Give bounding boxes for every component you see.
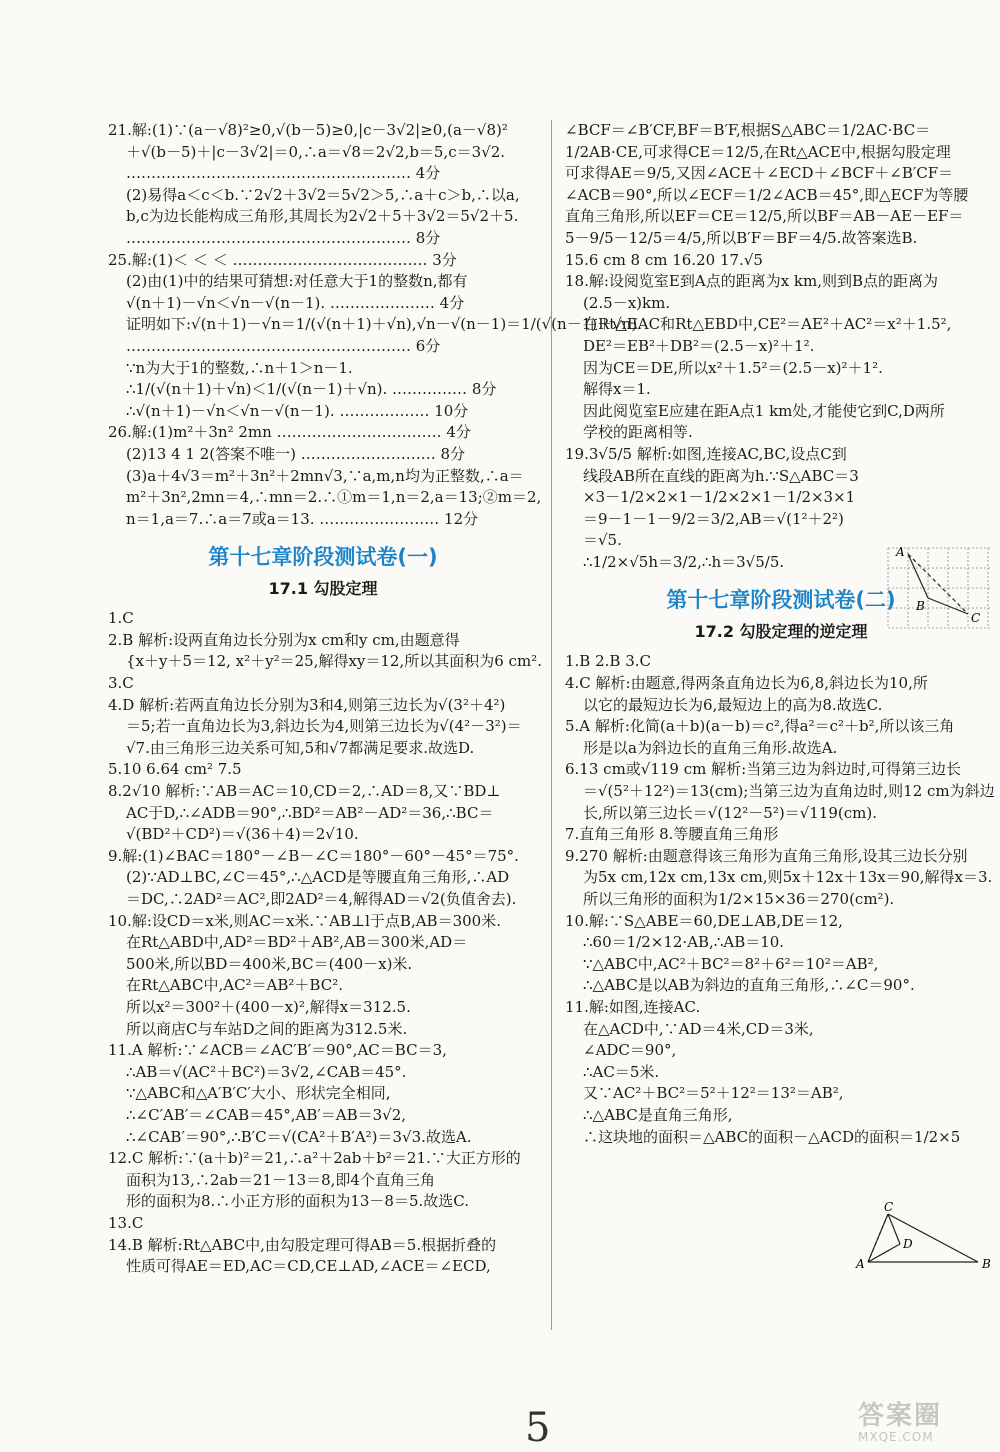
text-line: 所以三角形的面积为1/2×15×36＝270(cm²). bbox=[583, 890, 895, 908]
text-line: 直角三角形,所以EF＝CE＝12/5,所以BF＝AB－AE－EF＝ bbox=[565, 207, 964, 226]
text-line: ＝DC,∴2AD²＝AC²,即2AD²＝4,解得AD＝√2(负值舍去). bbox=[126, 890, 517, 908]
text-line: 10.解:设CD＝x米,则AC＝x米.∵AB⊥l于点B,AB＝300米. bbox=[108, 911, 501, 930]
text-line: 在Rt△ABC中,AC²＝AB²＋BC². bbox=[126, 976, 343, 995]
text-line: 线段AB所在直线的距离为h.∵S△ABC＝3 bbox=[583, 466, 859, 485]
text-line: 证明如下:√(n＋1)－√n＝1/(√(n＋1)＋√n),√n－√(n－1)＝1/(√(n－1)＋√n). bbox=[126, 315, 642, 334]
text-line: ∴△ABC是直角三角形, bbox=[583, 1105, 733, 1124]
text-line: 25.解:(1)＜ ＜ ＜ ………………………………… 3分 bbox=[108, 250, 457, 269]
text-line: 10.解:∵S△ABE＝60,DE⊥AB,DE＝12, bbox=[565, 911, 843, 930]
text-line: 5.10 6.64 cm² 7.5 bbox=[108, 760, 242, 779]
text-line: ∴∠CAB′＝90°,∴B′C＝√(CA²＋B′A²)＝3√3.故选A. bbox=[126, 1127, 472, 1146]
column-divider bbox=[551, 120, 552, 1330]
text-line: 14.B 解析:Rt△ABC中,由勾股定理可得AB＝5.根据折叠的 bbox=[108, 1235, 497, 1254]
text-line: 可求得AE＝9/5,又因∠ACE＋∠ECD＋∠BCF＋∠B′CF＝ bbox=[565, 164, 954, 183]
text-line: ∵n为大于1的整数,∴n＋1＞n－1. bbox=[126, 358, 353, 377]
text-line: 形的面积为8.∴小正方形的面积为13－8＝5.故选C. bbox=[126, 1192, 469, 1211]
tri-label-d: D bbox=[903, 1237, 913, 1251]
text-line: 2.B 解析:设两直角边长分别为x cm和y cm,由题意得 bbox=[108, 630, 460, 649]
text-line: 6.13 cm或√119 cm 解析:当第三边为斜边时,可得第三边长 bbox=[565, 760, 961, 779]
text-line: 所以商店C与车站D之间的距离为312.5米. bbox=[126, 1019, 408, 1038]
text-line: ………………………………………………… 8分 bbox=[126, 228, 441, 247]
page-number: 5 bbox=[525, 1405, 551, 1451]
text-line: {x＋y＋5＝12, x²＋y²＝25,解得xy＝12,所以其面积为6 cm². bbox=[126, 652, 542, 671]
section-title: 第十七章阶段测试卷(二) bbox=[666, 588, 896, 613]
text-line: ∠ACB＝90°,所以∠ECF＝1/2∠ACB＝45°,即△ECF为等腰 bbox=[565, 185, 969, 204]
text-line: ∴1/(√(n＋1)＋√n)＜1/(√(n－1)＋√n). …………… 8分 bbox=[126, 380, 497, 399]
text-line: 5.A 解析:化简(a＋b)(a－b)＝c²,得a²＝c²＋b²,所以该三角 bbox=[565, 717, 955, 736]
text-line: 7.直角三角形 8.等腰直角三角形 bbox=[565, 825, 779, 844]
text-line: 3.C bbox=[108, 674, 134, 693]
grid-label-c: C bbox=[971, 611, 981, 625]
text-line: 以它的最短边长为6,最短边上的高为8.故选C. bbox=[583, 695, 883, 714]
text-line: 因为CE＝DE,所以x²＋1.5²＝(2.5－x)²＋1². bbox=[583, 358, 883, 377]
text-line: 8.2√10 解析:∵AB＝AC＝10,CD＝2,∴AD＝8,又∵BD⊥ bbox=[108, 782, 501, 801]
text-line: (2)13 4 1 2(答案不唯一) ……………………… 8分 bbox=[126, 444, 466, 463]
watermark-title: 答案圈 bbox=[858, 1401, 943, 1431]
text-line: ∴△ABC是以AB为斜边的直角三角形,∴∠C＝90°. bbox=[583, 976, 915, 995]
text-line: ＝9－1－1－9/2＝3/2,AB＝√(1²＋2²) bbox=[583, 509, 844, 528]
text-line: AC于D,∴∠ADB＝90°,∴BD²＝AB²－AD²＝36,∴BC＝ bbox=[126, 803, 494, 822]
tri-label-c: C bbox=[884, 1200, 894, 1214]
text-line: ∵△ABC和△A′B′C′大小、形状完全相同, bbox=[126, 1084, 391, 1103]
triangle-acd-figure bbox=[848, 1200, 998, 1276]
grid-label-b: B bbox=[916, 599, 925, 613]
text-line: 学校的距离相等. bbox=[583, 423, 693, 442]
text-line: ∠ADC＝90°, bbox=[583, 1041, 677, 1060]
text-line: (2)∵AD⊥BC,∠C＝45°,∴△ACD是等腰直角三角形,∴AD bbox=[126, 868, 510, 887]
text-line: 18.解:设阅览室E到A点的距离为x km,则到B点的距离为 bbox=[565, 272, 939, 291]
text-line: (3)a＋4√3＝m²＋3n²＋2mn√3,∵a,m,n均为正整数,∴a＝ bbox=[126, 466, 524, 485]
text-line: 长,所以第三边长＝√(12²－5²)＝√119(cm). bbox=[583, 803, 877, 822]
text-line: ∴AC＝5米. bbox=[583, 1062, 660, 1081]
text-line: ∴60＝1/2×12·AB,∴AB＝10. bbox=[583, 933, 785, 952]
text-line: ………………………………………………… 4分 bbox=[126, 164, 441, 183]
text-line: √7.由三角形三边关系可知,5和√7都满足要求.故选D. bbox=[126, 738, 475, 757]
text-line: 1/2AB·CE,可求得CE＝12/5,在Rt△ACE中,根据勾股定理 bbox=[565, 142, 951, 161]
text-line: ＝√(5²＋12²)＝13(cm);当第三边为直角边时,则12 cm为斜边 bbox=[583, 782, 995, 801]
text-line: ∠BCF＝∠B′CF,BF＝B′F,根据S△ABC＝1/2AC·BC＝ bbox=[565, 121, 931, 139]
text-line: 1.B 2.B 3.C bbox=[565, 652, 651, 671]
text-line: 在△ACD中,∵AD＝4米,CD＝3米, bbox=[583, 1019, 814, 1038]
text-line: b,c为边长能构成三角形,其周长为2√2＋5＋3√2＝5√2＋5. bbox=[126, 207, 519, 226]
text-line: 解得x＝1. bbox=[583, 380, 651, 399]
text-line: 面积为13,∴2ab＝21－13＝8,即4个直角三角 bbox=[126, 1170, 435, 1189]
text-line: √(BD²＋CD²)＝√(36＋4)＝2√10. bbox=[126, 825, 359, 844]
text-line: 15.6 cm 8 cm 16.20 17.√5 bbox=[565, 250, 763, 269]
text-line: 所以x²＝300²＋(400－x)²,解得x＝312.5. bbox=[126, 997, 411, 1016]
text-line: 在Rt△EAC和Rt△EBD中,CE²＝AE²＋AC²＝x²＋1.5², bbox=[583, 315, 952, 334]
text-line: ＝5;若一直角边长为3,斜边长为4,则第三边长为√(4²－3²)＝ bbox=[126, 717, 522, 736]
tri-label-b: B bbox=[982, 1257, 991, 1271]
text-line: 因此阅览室E应建在距A点1 km处,才能使它到C,D两所 bbox=[583, 401, 945, 420]
text-line: 26.解:(1)m²＋3n² 2mn …………………………… 4分 bbox=[108, 423, 471, 442]
text-line: 12.C 解析:∵(a＋b)²＝21,∴a²＋2ab＋b²＝21.∵大正方形的 bbox=[108, 1149, 521, 1168]
text-line: m²＋3n²,2mn＝4,∴mn＝2.∴①m＝1,n＝2,a＝13;②m＝2, bbox=[126, 488, 542, 507]
text-line: ＋√(b－5)＋|c－3√2|＝0,∴a＝√8＝2√2,b＝5,c＝3√2. bbox=[126, 142, 506, 161]
text-line: (2)由(1)中的结果可猜想:对任意大于1的整数n,都有 bbox=[126, 272, 468, 291]
text-line: 9.270 解析:由题意得该三角形为直角三角形,设其三边长分别 bbox=[565, 846, 968, 865]
text-line: 性质可得AE＝ED,AC＝CD,CE⊥AD,∠ACE＝∠ECD, bbox=[126, 1257, 491, 1276]
text-line: 为5x cm,12x cm,13x cm,则5x＋12x＋13x＝90,解得x＝3. bbox=[583, 868, 993, 887]
text-line: 1.C bbox=[108, 609, 134, 628]
text-line: √(n＋1)－√n＜√n－√(n－1). ………………… 4分 bbox=[126, 293, 465, 312]
text-line: DE²＝EB²＋DB²＝(2.5－x)²＋1². bbox=[583, 336, 815, 355]
text-line: ∴∠C′AB′＝∠CAB＝45°,AB′＝AB＝3√2, bbox=[126, 1105, 407, 1124]
text-line: 又∵AC²＋BC²＝5²＋12²＝13²＝AB², bbox=[583, 1084, 844, 1103]
text-line: 13.C bbox=[108, 1213, 144, 1232]
text-line: 11.解:如图,连接AC. bbox=[565, 997, 701, 1016]
text-line: 4.C 解析:由题意,得两条直角边长为6,8,斜边长为10,所 bbox=[565, 674, 928, 693]
text-line: ∵△ABC中,AC²＋BC²＝8²＋6²＝10²＝AB², bbox=[583, 954, 879, 973]
text-line: 500米,所以BD＝400米,BC＝(400－x)米. bbox=[126, 954, 413, 973]
text-line: 11.A 解析:∵∠ACB＝∠AC′B′＝90°,AC＝BC＝3, bbox=[108, 1041, 447, 1060]
text-line: ∴√(n＋1)－√n＜√n－√(n－1). ……………… 10分 bbox=[126, 401, 469, 420]
text-line: 9.解:(1)∠BAC＝180°－∠B－∠C＝180°－60°－45°＝75°. bbox=[108, 846, 519, 865]
text-line: 21.解:(1)∵(a－√8)²≥0,√(b－5)≥0,|c－3√2|≥0,(a－√8)² bbox=[108, 121, 508, 139]
text-line: n＝1,a＝7.∴a＝7或a＝13. …………………… 12分 bbox=[126, 509, 479, 528]
text-line: 在Rt△ABD中,AD²＝BD²＋AB²,AB＝300米,AD＝ bbox=[126, 933, 468, 952]
text-line: (2)易得a＜c＜b.∵2√2＋3√2＝5√2＞5,∴a＋c＞b,∴以a, bbox=[126, 185, 520, 204]
text-line: ∴这块地的面积＝△ABC的面积－△ACD的面积＝1/2×5 bbox=[583, 1127, 961, 1146]
grid-label-a: A bbox=[896, 545, 905, 559]
watermark-url: MXQE.COM bbox=[858, 1430, 934, 1444]
subsection-title: 17.1 勾股定理 bbox=[268, 579, 378, 599]
grid-triangle-figure bbox=[880, 540, 998, 648]
text-line: ＝√5. bbox=[583, 531, 622, 550]
text-line: ×3－1/2×2×1－1/2×2×1－1/2×3×1 bbox=[583, 488, 856, 507]
watermark bbox=[858, 1402, 998, 1448]
tri-label-a: A bbox=[856, 1257, 865, 1271]
subsection-title: 17.2 勾股定理的逆定理 bbox=[694, 622, 868, 642]
text-line: 19.3√5/5 解析:如图,连接AC,BC,设点C到 bbox=[565, 444, 847, 463]
text-line: ∴AB＝√(AC²＋BC²)＝3√2,∠CAB＝45°. bbox=[126, 1062, 407, 1081]
text-line: ∴1/2×√5h＝3/2,∴h＝3√5/5. bbox=[583, 552, 785, 571]
text-line: 形是以a为斜边长的直角三角形.故选A. bbox=[583, 738, 838, 757]
text-line: ………………………………………………… 6分 bbox=[126, 336, 441, 355]
text-line: 4.D 解析:若两直角边长分别为3和4,则第三边长为√(3²＋4²) bbox=[108, 695, 506, 714]
text-line: (2.5－x)km. bbox=[583, 293, 671, 312]
text-line: 5－9/5－12/5＝4/5,所以B′F＝BF＝4/5.故答案选B. bbox=[565, 228, 918, 247]
section-title: 第十七章阶段测试卷(一) bbox=[208, 545, 438, 570]
